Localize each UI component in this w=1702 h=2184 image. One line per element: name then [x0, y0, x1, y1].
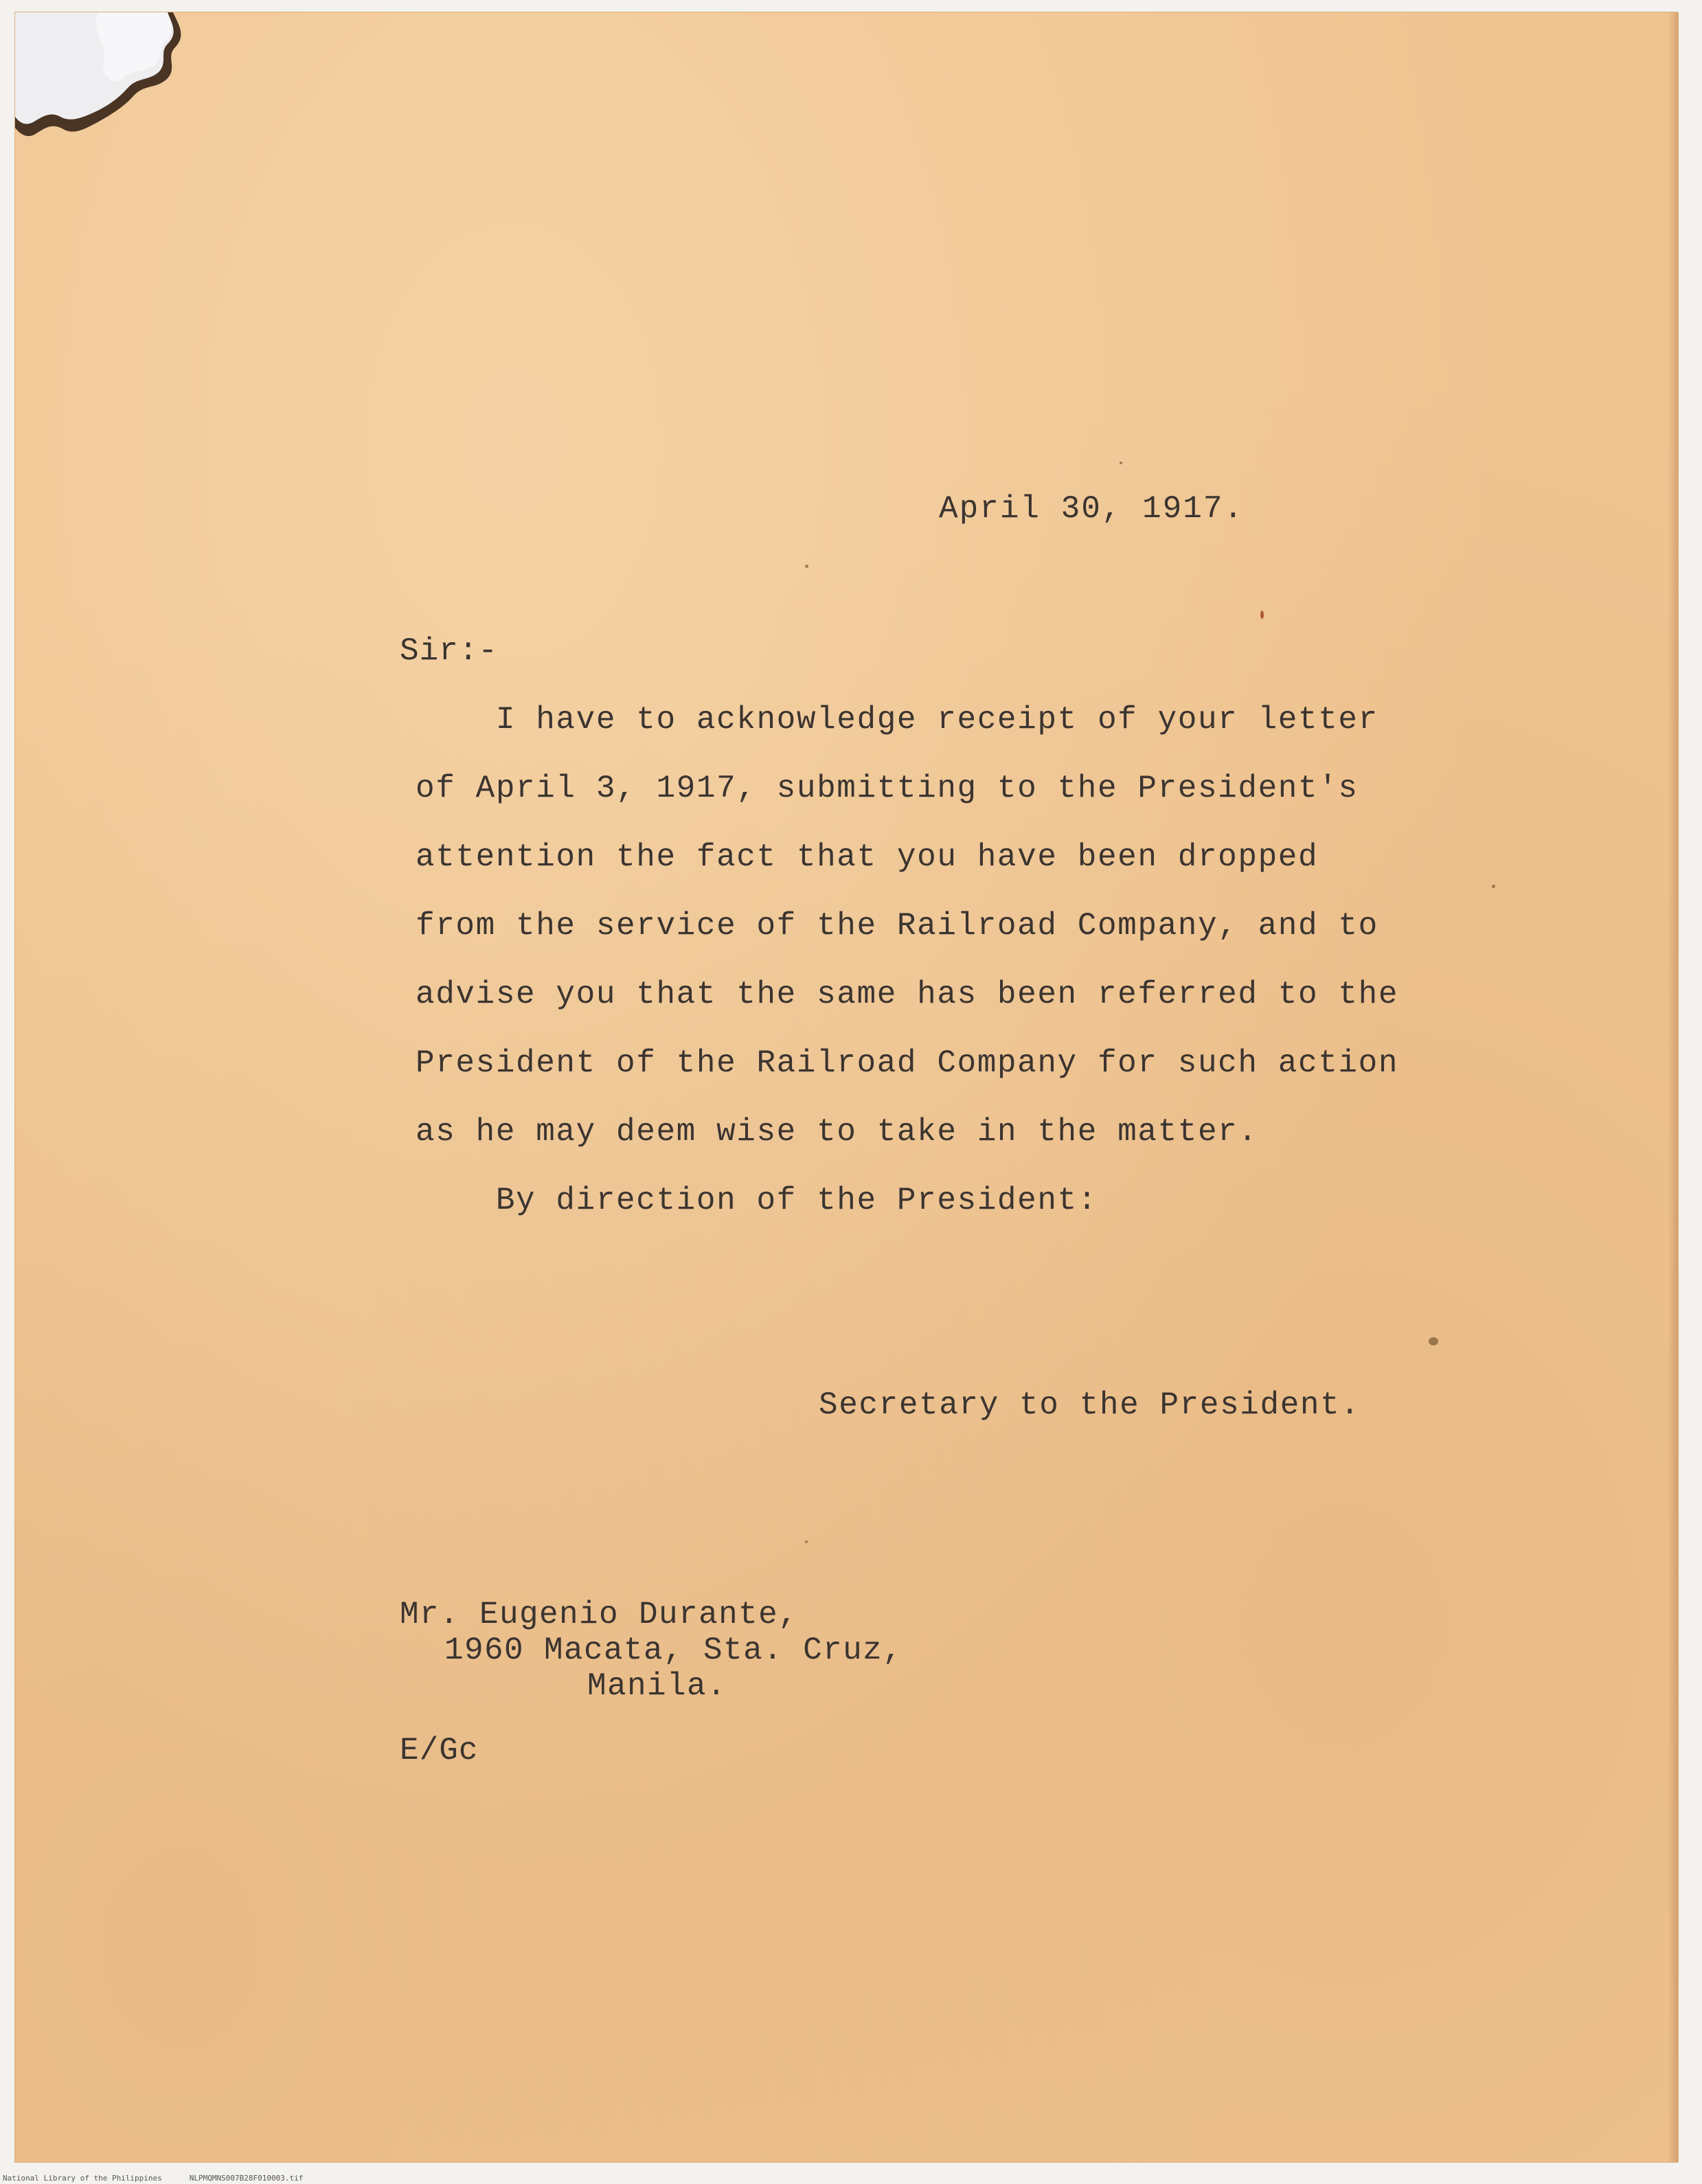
ink-speck	[1429, 1337, 1438, 1345]
body-line: President of the Railroad Company for such action	[416, 1045, 1399, 1081]
ink-speck	[1492, 885, 1495, 888]
torn-corner-damage	[15, 12, 194, 150]
letter-page	[15, 12, 1677, 2162]
body-line: By direction of the President:	[416, 1183, 1098, 1218]
scan-caption	[3, 2174, 330, 2182]
body-line: I have to acknowledge receipt of your letter	[416, 702, 1378, 738]
body-line: advise you that the same has been referred to the	[416, 977, 1399, 1012]
recipient-name: Mr. Eugenio Durante,	[400, 1597, 799, 1633]
ink-speck	[1260, 611, 1264, 619]
ink-speck	[1120, 462, 1122, 464]
recipient-street: 1960 Macata, Sta. Cruz,	[444, 1633, 903, 1668]
recipient-city: Manila.	[587, 1668, 727, 1704]
letter-date: April 30, 1917.	[939, 491, 1245, 527]
ink-speck	[805, 565, 808, 568]
scan-institution: National Library of the Philippines	[3, 2174, 162, 2183]
body-line: of April 3, 1917, submitting to the President's	[416, 771, 1359, 806]
signature-title: Secretary to the President.	[819, 1387, 1361, 1423]
body-line: from the service of the Railroad Company, and to	[416, 908, 1378, 944]
body-line: as he may deem wise to take in the matter.	[416, 1114, 1258, 1150]
ink-speck	[805, 1540, 808, 1543]
paper-edge-shadow	[1668, 12, 1677, 2162]
reference-initials: E/Gc	[400, 1733, 479, 1768]
body-line: attention the fact that you have been dropped	[416, 839, 1319, 875]
scan-file-name: NLPMQMNS007B28F010003.tif	[189, 2174, 304, 2183]
salutation: Sir:-	[400, 633, 499, 669]
